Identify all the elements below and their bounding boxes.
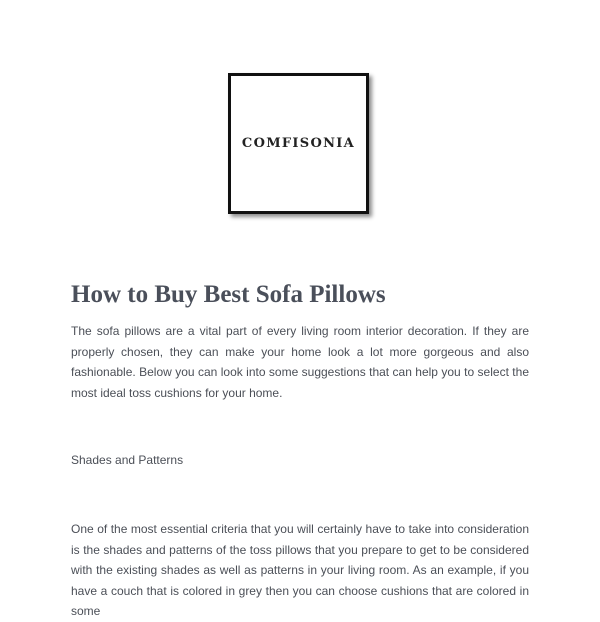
article-title: How to Buy Best Sofa Pillows — [71, 281, 386, 308]
section-heading: Shades and Patterns — [71, 453, 184, 467]
section-paragraph: One of the most essential criteria that you will certainly have to take into consideration is the shades and patterns of the toss pillows that you prepare to get to be considered with the existing shades as well as patterns in your living room. As an example, if you have a couch that is colored in grey then you can choose cushions that are colored in some — [71, 522, 529, 618]
brand-logo — [228, 73, 369, 214]
intro-paragraph: The sofa pillows are a vital part of every living room interior decoration. If they are properly chosen, they can make your home look a lot more gorgeous and also fashionable. Below you can look into some suggestions that can help you to select the most ideal toss cushions for your home. — [71, 324, 529, 400]
brand-logo-text: COMFISONIA — [241, 136, 356, 151]
